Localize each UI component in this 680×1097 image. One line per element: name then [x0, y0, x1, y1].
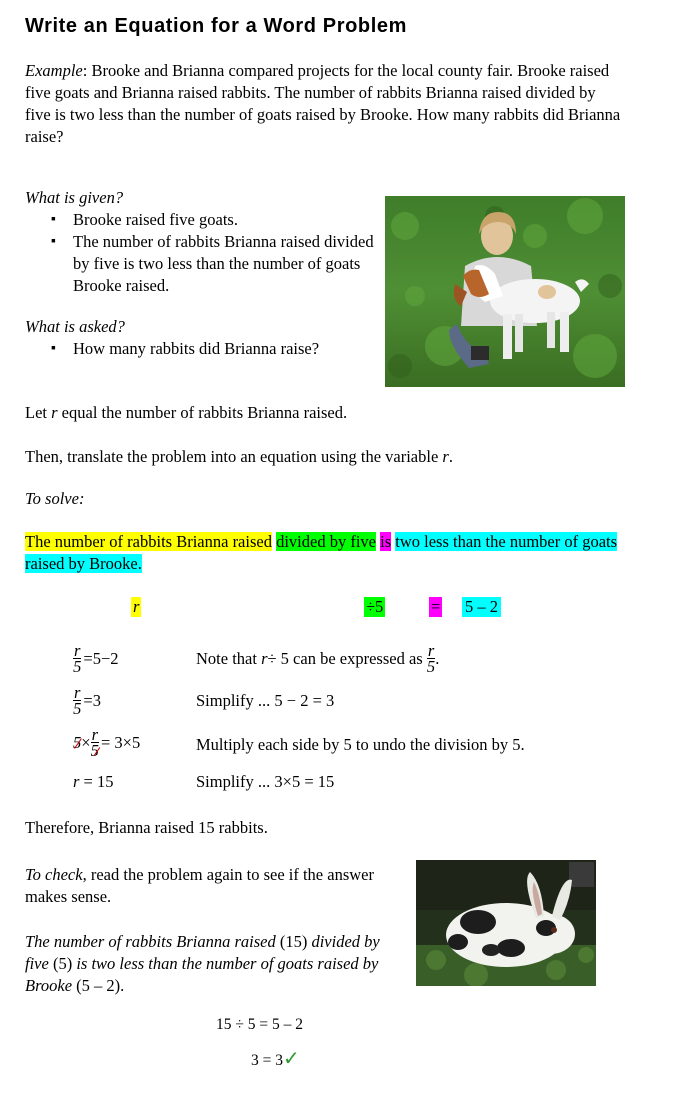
- given-section: [25, 187, 375, 297]
- step-3-note: Multiply each side by 5 to undo the division by 5.: [196, 735, 525, 754]
- given-heading: What is given?: [25, 188, 124, 207]
- checkmark-icon: ✓: [283, 1048, 300, 1070]
- example-paragraph: [25, 60, 625, 148]
- step-4-rhs: = 15: [79, 772, 114, 791]
- check-sentence-d: (5): [48, 954, 77, 973]
- translated-rhs: 5 – 2: [462, 597, 501, 617]
- step-3-rhs: = 3×5: [100, 732, 141, 752]
- given-item: ▪ The number of rabbits Brianna raised divided by five is two less than the number of goats Brooke raised.: [25, 231, 375, 297]
- translated-r: r: [133, 597, 140, 616]
- girl-with-goat-photo: [385, 196, 625, 387]
- translated-divide: ÷5: [366, 597, 384, 616]
- check-paragraph: [25, 864, 385, 908]
- step-2-rhs: =3: [83, 690, 101, 710]
- fraction: [73, 685, 81, 716]
- times-sign: ×: [81, 732, 91, 752]
- let-post: equal the number of rabbits Brianna raised.: [57, 403, 348, 422]
- highlight-magenta: is: [380, 532, 392, 551]
- to-solve-text: To solve:: [25, 489, 85, 508]
- asked-section: [25, 316, 375, 360]
- let-statement: [25, 402, 347, 424]
- fraction-num: r: [74, 641, 81, 660]
- asked-heading: What is asked?: [25, 317, 125, 336]
- given-item: ▪ Brooke raised five goats.: [25, 209, 375, 231]
- step-4-note: Simplify ... 3×5 = 15: [196, 772, 335, 791]
- therefore-statement: Therefore, Brianna raised 15 rabbits.: [25, 818, 268, 837]
- step-1-equation: [73, 643, 119, 674]
- fraction-den: 5: [73, 699, 82, 718]
- highlight-cyan: two less than the number of goats raised by Brooke.: [25, 532, 618, 573]
- fraction-num: r: [91, 725, 98, 744]
- translate-pre: Then, translate the problem into an equation using the variable: [25, 447, 443, 466]
- cancelled-five: [73, 733, 81, 753]
- step-2-equation: [73, 685, 101, 716]
- translate-var: r: [442, 447, 449, 466]
- translated-equals: =: [431, 597, 441, 616]
- check-sentence-e: is two less than the number of goats raised by Brooke: [25, 954, 379, 995]
- asked-item: ▪ How many rabbits did Brianna raise?: [25, 338, 375, 360]
- note-end: .: [435, 648, 440, 668]
- fraction-den: 5: [426, 657, 436, 676]
- fraction-num: r: [427, 641, 435, 660]
- note-mid: ÷ 5 can be expressed as: [267, 648, 423, 668]
- final-equation-2: [251, 1046, 300, 1071]
- highlight-yellow: The number of rabbits Brianna raised: [25, 532, 272, 551]
- check-text: , read the problem again to see if the answer makes sense.: [25, 865, 374, 906]
- check-sentence-c: divided by five: [25, 932, 380, 973]
- final-equation-1: 15 ÷ 5 = 5 – 2: [216, 1016, 303, 1033]
- fraction-den: 5: [90, 741, 99, 760]
- fraction-den-cancelled: [91, 743, 99, 758]
- example-text: : Brooke and Brianna compared projects for the local county fair. Brooke raised five goats and Brianna raised rabbits. The number of rabbits Brianna raised divided by five is two less than the number of goats raised by Brooke. How many rabbits did Brianna raise?: [25, 61, 621, 146]
- check-sentence: [25, 931, 400, 997]
- fraction-den: 5: [73, 657, 82, 676]
- let-var: r: [51, 403, 58, 422]
- check-sentence-f: (5 – 2).: [72, 976, 125, 995]
- example-label: Example: [25, 61, 83, 80]
- asked-list: [25, 338, 375, 360]
- fraction: [91, 727, 99, 758]
- lead-five: 5: [73, 732, 82, 752]
- step-3-equation: [73, 727, 140, 758]
- step-2-note: Simplify ... 5 − 2 = 3: [196, 691, 335, 710]
- step-4-equation: [73, 771, 113, 793]
- step-4-var: r: [73, 772, 80, 791]
- highlight-green: divided by five: [276, 532, 376, 551]
- rabbit-photo: [416, 860, 596, 986]
- check-sentence-b: (15): [275, 932, 312, 951]
- note-var: r: [261, 648, 268, 668]
- fraction: [73, 643, 81, 674]
- final-equation-2-text: 3 = 3: [251, 1052, 283, 1069]
- step-1-rhs: =5−2: [83, 648, 119, 668]
- step-1-note: [196, 643, 439, 674]
- note-pre: Note that: [196, 648, 257, 668]
- fraction-num: r: [74, 683, 81, 702]
- highlighted-sentence: [25, 531, 625, 575]
- let-pre: Let: [25, 403, 52, 422]
- translate-statement: [25, 446, 453, 468]
- check-sentence-a: The number of rabbits Brianna raised: [25, 932, 276, 951]
- translate-post: .: [448, 447, 453, 466]
- given-list: [25, 209, 375, 297]
- fraction: [427, 643, 435, 674]
- check-label: To check: [25, 865, 83, 884]
- to-solve-label: [25, 488, 84, 510]
- page-title: Write an Equation for a Word Problem: [25, 15, 408, 37]
